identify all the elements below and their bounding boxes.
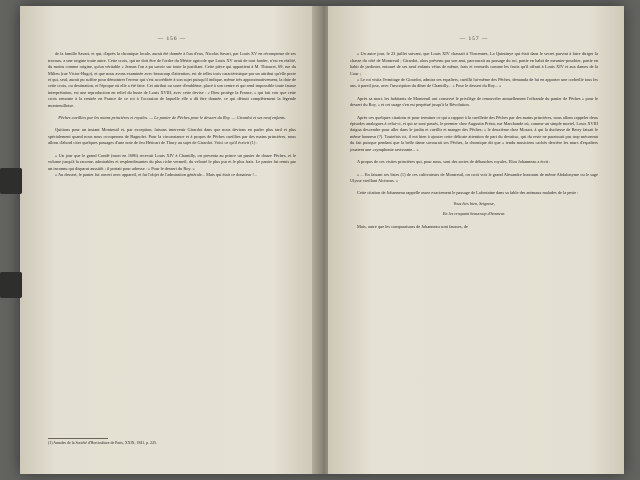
open-book <box>20 6 624 474</box>
left-page-footnote <box>48 438 296 446</box>
paragraph: Mais, outre que les comparaisons de Johanneau sont fausses, de <box>357 223 468 229</box>
binder-clamp-top <box>0 168 22 194</box>
right-page <box>328 6 624 474</box>
right-page-text-column <box>350 36 598 230</box>
paragraph: Après sa mort, les habitants de Montreuil ont conservé le privilège de renouveler annuellement l'offrande du panier de Pêches « pour le dessert du Roy, » et cet usage s'en est perpétué jusqu'à la Révolution. <box>350 95 598 108</box>
left-page-folio: — 156 — <box>157 36 187 42</box>
paragraph: A propos de ces visites princières qui, pour nous, sont des sortes de débauches royales, Elou Johanneau a écrit : <box>357 159 551 165</box>
paragraph: Après ces quelques citations et pour terminer ce qui a rapport à la cueillette des Pêches par des mains princières, nous allons rappeler deux épisodes analogues à celui-ci, et qui se sont passés, le premier chez Augustin Préau, rue Marchande où, comme un simple mortel, Louis XVIII daigna descendre pour aller dans le jardin et cueillir et manger des Pêches; « le deuxième chez Mozart, à qui la duchesse de Berry faisait le même honneur (?). Toutefois ici, il eut bien à ajouter cette délicate attention de part du devaiiso, qui du reste ne paraissait pas trop méconnut du fait puisque pendant que la belle dame savourait ses Pêches, la chronique dit que « tendu musiciens cachés derrière les murs d'espaliers jouaient une «symphonie ravissante... » <box>350 114 598 152</box>
paragraph: de la famille Savart, et qui, d'après la chronique locale, aurait été donnée à l'un d'eux, Nicolas Savart, par Louis XV en récompense de ses travaux, a une origine toute autre. Cette croix, qui ne doit être de l'ordre du Mérite agricole que Louis XV avait de tout fonder, n'est en réalité, du moins comme origine, qu'un véritable « Jeanus l'on a pu savoir sur toute la justifiant. Cette pièce qui appartient à M. Thiouret, 69, rue du Milieu (rue Victor-Hugo), et que nous avons examinée avec beaucoup d'attention, est de telles trois caractéristique par un attribut qu'elle porte et qui, seul, aurait pu suffire pour démontrer l'erreur qui s'est accréditée à son sujet puisqu'il indique, même très approximativement, la date de cette croix, ou destination, et l'époque où elle a été faite. Cet attribut ou sorte d'emblème, placé à son centre et qui rend impossible toute fausse interprétation, est une reproduction en relief du buste de Louis XVIII, avec cette devise : « Dieu protège la France, » qui fait voir que cette croix remonte à la rentrée en France de ce roi à l'occasion de laquelle elle a dû être donnée, ce qui détruit complètement la légende montreuilloise. <box>48 51 296 108</box>
paragraph: « Un autre jour, le 23 juillet suivant, que Louis XIV chassait à Vincennes, La Quintinye qui était dans le secret parvint à faire diriger la chasse du côté de Montreuil ; Girardot, alors prévenu par son ami, parcourait au passage du roi, partie en habit de meunier-poudrier, partie en habit de jardinier, entouré de ses neuf enfants vétus de même, frais et vermeils comme les fruits qu'il offrait à Louis XIV et aux dames de la Cour ; <box>350 51 598 76</box>
paragraph: « Un jour que le grand Condé (mort en 1686) recevait Louis XIV à Chantilly, on presenta au prince un panier de douze Pêches, et le volume jusqu'à la racome, admirables et resplendissantes du plus riche vermeil, du velouté le plus pur et le plus frais. Le panier fut remis par un inconnu qui disparut aussitôt ; il portait pour adresse : « Pour le dessert du Roy. » <box>48 152 296 171</box>
paragraph: Cette citation de Johanneau rappelle assez exactement le passage de Lafontaine dans sa fable des animaux malades de la peste : <box>357 190 579 196</box>
footnote-text: (1) Annales de la Société d'Horticulture de Paris, XXIX, 1841, p. 225. <box>48 440 157 445</box>
paragraph: « Le roi visita l'ermitage de Girardot, admira ses espaliers, cueillit lui-même des Pêches, demanda de lui en apporter une corbeille tous les ans, à pareil jour, avec l'inscription du dîner de Chantilly... » Pour le dessert du Roy... » <box>350 77 598 89</box>
verse-line: En les croquant beaucoup d'honneur. <box>442 211 506 217</box>
section-heading: Pêches cueillies par les mains princières et royales. — Le panier de Pêches pour le dessert du Roy. — Girardot et ses neuf enfants. <box>58 115 286 121</box>
paragraph: « ... En faisant ses listes (1) de ces cultivateurs de Montreuil, on croit voir le grand Alexandre honorant de même Abdalonyme ou le sage Ulysse vieillant Alcinous. » <box>350 171 598 183</box>
binder-clamp-bottom <box>0 272 22 298</box>
paragraph: Quittons pour un instant Montreuil et, par exception, faisons intervenir Girardot dans que nous devions en parler plus tard et plus spécialement quand nous nous occuperons de Bagnolet. Pour la circonstance et à propos de Pêches cueillies par des mains princières, nous allons d'abord citer quelques passages d'une note de feu Héricart de Thury au sujet de Girardot. Voici ce qu'il écrivit (1) : <box>48 127 296 146</box>
left-page-text-column <box>48 36 296 178</box>
paragraph: « Au dessert, le panier fut ouvert avec appareil, et fut l'objet de l'admiration générale... Mais qui était ce donateur !... <box>55 171 258 177</box>
verse-line: Vous êtes bien, Seigneur, <box>453 200 495 206</box>
left-page <box>20 6 316 474</box>
footnote-rule <box>48 438 108 439</box>
right-page-folio: — 157 — <box>459 36 489 42</box>
